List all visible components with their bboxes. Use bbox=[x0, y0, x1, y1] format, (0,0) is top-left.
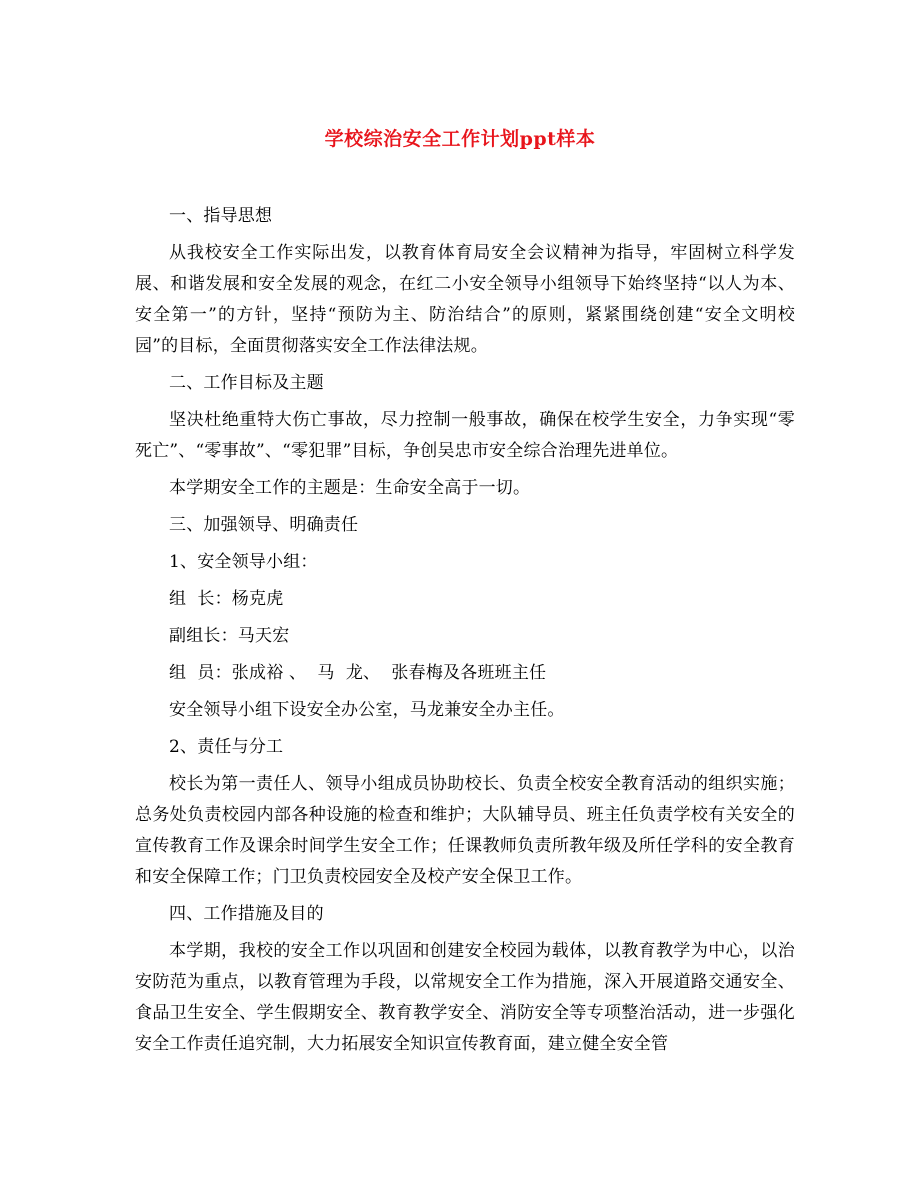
document-body bbox=[135, 201, 795, 1060]
paragraph-guiding-ideology: 从我校安全工作实际出发，以教育体育局安全会议精神为指导，牢固树立科学发展、和谐发展和安全发展的观念，在红二小安全领导小组领导下始终坚持“以人为本、安全第一”的方针，坚持“预防为主、防治结合”的原则，紧紧围绕创建“安全文明校园”的目标，全面贯彻落实安全工作法律法规。 bbox=[135, 243, 795, 356]
paragraph-measures: 本学期，我校的安全工作以巩固和创建安全校园为载体，以教育教学为中心，以治安防范为重点，以教育管理为手段，以常规安全工作为措施，深入开展道路交通安全、食品卫生安全、学生假期安全、教育教学安全、消防安全等专项整治活动，进一步强化安全工作责任追究制，大力拓展安全知识宣传教育面，建立健全安全管 bbox=[135, 941, 795, 1054]
paragraph-theme: 本学期安全工作的主题是：生命安全高于一切。 bbox=[169, 478, 531, 498]
paragraph-goals: 坚决杜绝重特大伤亡事故，尽力控制一般事故，确保在校学生安全，力争实现“零死亡”、“零事故”、“零犯罪”目标，争创吴忠市安全综合治理先进单位。 bbox=[135, 410, 795, 461]
section-heading-leadership: 三、加强领导、明确责任 bbox=[169, 515, 359, 535]
subheading-responsibilities: 2、责任与分工 bbox=[169, 737, 284, 757]
deputy-leader-line: 副组长：马天宏 bbox=[169, 626, 290, 646]
safety-office-line: 安全领导小组下设安全办公室，马龙兼安全办主任。 bbox=[169, 700, 565, 720]
document-title: 学校综治安全工作计划ppt样本 bbox=[324, 128, 596, 150]
paragraph-responsibilities: 校长为第一责任人、领导小组成员协助校长、负责全校安全教育活动的组织实施；总务处负责校园内部各种设施的检查和维护；大队辅导员、班主任负责学校有关安全的宣传教育工作及课余时间学生安全工作；任课教师负责所教年级及所任学科的安全教育和安全保障工作；门卫负责校园安全及校产安全保卫工作。 bbox=[135, 774, 795, 887]
members-line: 组 员：张成裕 、 马 龙、 张春梅及各班班主任 bbox=[169, 663, 547, 683]
section-heading-goals: 二、工作目标及主题 bbox=[169, 373, 324, 393]
section-heading-measures: 四、工作措施及目的 bbox=[169, 904, 324, 924]
section-heading-guiding-ideology: 一、指导思想 bbox=[169, 206, 273, 226]
group-leader-line: 组 长：杨克虎 bbox=[169, 589, 284, 609]
subheading-leadership-group: 1、安全领导小组： bbox=[169, 552, 318, 572]
